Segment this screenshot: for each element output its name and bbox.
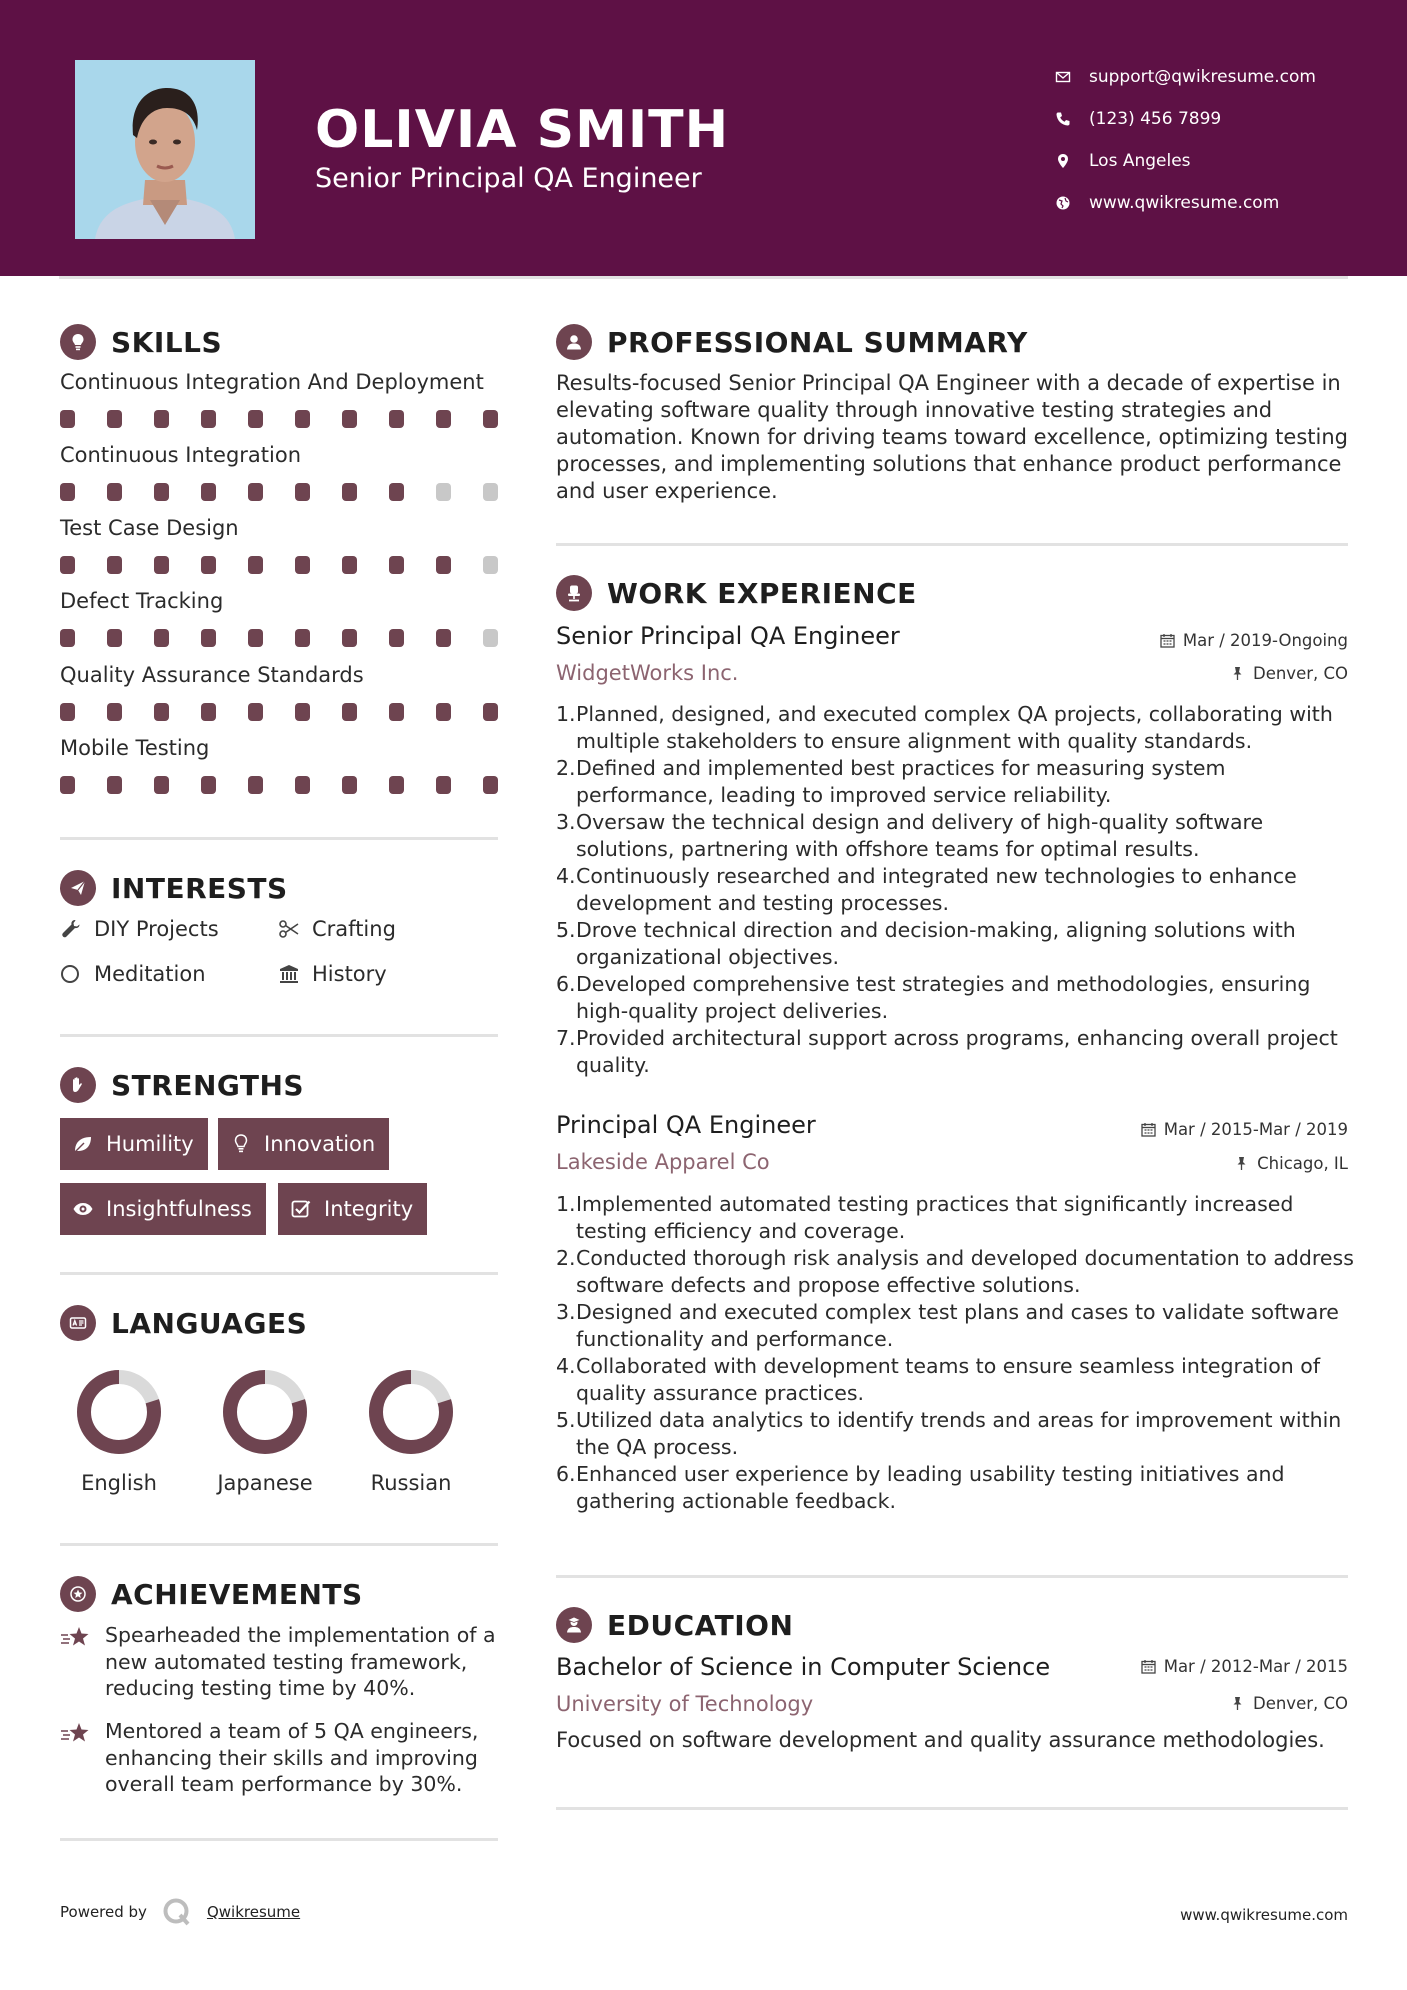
language-donut [220,1367,310,1457]
skill-dot [342,703,357,721]
skill-dot [107,483,122,501]
skill-dot [154,703,169,721]
candidate-name: OLIVIA SMITH [315,100,730,160]
section-divider [60,837,498,840]
job-bullets [556,1191,1356,1515]
skill-dot [248,556,263,574]
interest-label: DIY Projects [94,917,219,941]
job-bullets [556,701,1356,1079]
footer-powered-by [60,1896,300,1928]
user-icon [556,324,592,360]
skill-rating [60,556,498,574]
skill-dot [248,629,263,647]
interest-item [60,962,206,986]
skill-dot [60,629,75,647]
skill-rating [60,703,498,721]
skill-dot [295,703,310,721]
pushpin-icon [1230,1696,1245,1711]
achievement-text: Spearheaded the implementation of a new automated testing framework, reducing testing time by 40%. [105,1623,496,1700]
footer-url[interactable]: www.qwikresume.com [1180,1906,1348,1924]
languages-title: LANGUAGES [111,1306,308,1340]
eye-icon [72,1198,106,1220]
skills-title: SKILLS [111,325,223,359]
experience-title: WORK EXPERIENCE [607,576,917,610]
skill-dot [248,776,263,794]
skill-dot [295,410,310,428]
strength-tag [218,1118,389,1170]
leaf-icon [72,1133,106,1155]
skill-name: Continuous Integration And Deployment [60,370,484,394]
skill-item [60,370,500,428]
skill-name: Mobile Testing [60,736,210,760]
skill-name: Quality Assurance Standards [60,663,364,687]
experience-heading [556,575,917,611]
skill-item [60,736,500,794]
skill-dot [248,483,263,501]
contact-website-text: www.qwikresume.com [1089,193,1280,213]
skill-dot [201,776,216,794]
skill-dot [342,556,357,574]
skill-dot [107,629,122,647]
skill-dot [60,776,75,794]
skill-dot [154,483,169,501]
skill-item [60,516,500,574]
section-divider [556,1575,1348,1578]
skill-dot [295,776,310,794]
skill-item [60,443,500,501]
interest-item [60,917,219,941]
profile-photo [75,60,255,239]
skill-dot [60,703,75,721]
education-description: Focused on software development and quality assurance methodologies. [556,1728,1325,1752]
shooting-star-icon [60,1718,105,1798]
skill-dot [107,703,122,721]
interest-item [278,962,387,986]
contact-email-text: support@qwikresume.com [1089,67,1316,87]
skill-dot [483,703,498,721]
skill-dot [436,556,451,574]
achievements-title: ACHIEVEMENTS [111,1577,363,1611]
job-location [1230,664,1348,683]
skill-dot [342,410,357,428]
interests-title: INTERESTS [111,871,288,905]
language-name: Russian [370,1471,452,1495]
skill-dot [483,629,498,647]
skill-rating [60,483,498,501]
achievements-heading [60,1576,363,1612]
skill-dot [342,776,357,794]
interests-heading [60,870,288,906]
skill-dot [483,483,498,501]
paper-plane-icon [60,870,96,906]
skill-dot [389,703,404,721]
section-divider [60,1543,498,1546]
job-bullet: 4. Collaborated with development teams to ensure seamless integration of quality assurance practices. [556,1354,1321,1405]
skill-dot [342,483,357,501]
language-donut [366,1367,456,1457]
achievement-text: Mentored a team of 5 QA engineers, enhancing their skills and improving overall team performance by 30%. [105,1719,479,1796]
job-bullet: 2. Defined and implemented best practices for measuring system performance, leading to improved service reliability. [556,756,1226,807]
skill-dot [436,483,451,501]
skill-name: Defect Tracking [60,589,224,613]
skill-dot [483,776,498,794]
skill-dot [389,556,404,574]
skill-rating [60,776,498,794]
interest-label: Crafting [312,917,396,941]
section-divider [60,1272,498,1275]
skill-dot [201,483,216,501]
powered-by-label: Powered by [60,1903,147,1921]
skill-dot [248,410,263,428]
language-card-icon [60,1305,96,1341]
skill-dot [342,629,357,647]
lightbulb-icon [60,324,96,360]
degree-title: Bachelor of Science in Computer Science [556,1653,1051,1681]
company-name: Lakeside Apparel Co [556,1150,770,1174]
job-bullet: 6. Developed comprehensive test strategies and methodologies, ensuring high-quality project deliveries. [556,972,1311,1023]
circle-icon [60,963,94,985]
job-dates-text: Mar / 2019-Ongoing [1182,631,1348,650]
skill-dot [60,410,75,428]
map-marker-icon [1055,153,1089,169]
skill-dot [389,776,404,794]
strength-label: Humility [106,1132,194,1156]
job-title: Principal QA Engineer [556,1111,816,1139]
education-heading [556,1607,793,1643]
strength-tag [278,1183,427,1235]
language-item [351,1367,471,1495]
skill-dot [436,410,451,428]
skill-dot [60,556,75,574]
language-name: Japanese [217,1471,313,1495]
star-badge-icon [60,1576,96,1612]
strength-tag [60,1183,266,1235]
skill-dot [295,556,310,574]
job-location-text: Denver, CO [1252,664,1348,683]
section-divider [60,1838,498,1841]
job-title: Senior Principal QA Engineer [556,622,900,650]
job-dates-text: Mar / 2015-Mar / 2019 [1163,1120,1348,1139]
language-item [59,1367,179,1495]
job-dates [1141,1120,1348,1139]
strength-label: Insightfulness [106,1197,252,1221]
graduate-icon [556,1607,592,1643]
contact-phone[interactable] [1055,98,1385,140]
job-bullet: 3. Designed and executed complex test plans and cases to validate software functionality and performance. [556,1300,1339,1351]
skill-dot [154,556,169,574]
interest-item [278,917,396,941]
bank-icon [278,963,312,985]
lightbulb-icon [230,1133,264,1155]
strength-label: Integrity [324,1197,414,1221]
shooting-star-icon [60,1622,105,1702]
achievement-item [60,1718,500,1798]
job-bullet: 2. Conducted thorough risk analysis and developed documentation to address software defects and propose effective solutions. [556,1246,1354,1297]
education-title: EDUCATION [607,1608,794,1642]
skill-dot [107,556,122,574]
strengths-title: STRENGTHS [111,1068,305,1102]
contact-email[interactable] [1055,56,1385,98]
scissors-icon [278,918,312,940]
skill-name: Continuous Integration [60,443,301,467]
check-square-icon [290,1198,324,1220]
skill-dot [483,556,498,574]
skill-dot [201,410,216,428]
phone-icon [1055,111,1089,127]
calendar-icon [1160,633,1175,648]
job-bullet: 1. Planned, designed, and executed complex QA projects, collaborating with multiple stakeholders to ensure alignment with quality standards. [556,702,1333,753]
skill-dot [483,410,498,428]
skill-dot [436,776,451,794]
contact-location-text: Los Angeles [1089,151,1191,171]
strengths-heading [60,1067,304,1103]
language-donut [74,1367,164,1457]
skill-dot [154,629,169,647]
skill-dot [295,629,310,647]
section-divider [60,1034,498,1037]
interest-label: Meditation [94,962,206,986]
job-bullet: 3. Oversaw the technical design and delivery of high-quality software solutions, partnering with offshore teams for optimal results. [556,810,1264,861]
skill-dot [201,556,216,574]
pushpin-icon [1230,666,1245,681]
skill-dot [154,410,169,428]
candidate-role: Senior Principal QA Engineer [315,163,702,194]
skill-item [60,589,500,647]
skill-dot [154,776,169,794]
skill-dot [60,483,75,501]
contact-phone-text: (123) 456 7899 [1089,109,1222,129]
brand-link[interactable]: Qwikresume [206,1903,301,1921]
skill-dot [389,410,404,428]
summary-text: Results-focused Senior Principal QA Engineer with a decade of expertise in elevating software quality through innovative testing strategies and automation. Known for driving teams toward excellence, optimizing testing processes, and implementing solutions that enhance product performance and user experience. [556,371,1348,503]
hand-icon [60,1067,96,1103]
pushpin-icon [1234,1156,1249,1171]
language-name: English [81,1471,157,1495]
strength-label: Innovation [264,1132,376,1156]
skill-name: Test Case Design [60,516,239,540]
job-bullet: 7. Provided architectural support across programs, enhancing overall project quality. [556,1026,1338,1077]
job-bullet: 4. Continuously researched and integrated new technologies to enhance development and testing processes. [556,864,1297,915]
education-dates-text: Mar / 2012-Mar / 2015 [1163,1657,1348,1676]
header-divider [59,276,1348,279]
skill-dot [201,629,216,647]
resume-header [0,0,1407,276]
job-bullet: 6. Enhanced user experience by leading usability testing initiatives and gathering actionable feedback. [556,1462,1285,1513]
skill-dot [107,410,122,428]
skill-dot [248,703,263,721]
education-location-text: Denver, CO [1252,1694,1348,1713]
contact-website[interactable] [1055,182,1385,224]
skill-item [60,663,500,721]
interest-label: History [312,962,387,986]
skill-dot [295,483,310,501]
office-chair-icon [556,575,592,611]
skill-dot [107,776,122,794]
company-name: WidgetWorks Inc. [556,661,739,685]
job-location [1234,1154,1348,1173]
calendar-icon [1141,1659,1156,1674]
summary-heading [556,324,1028,360]
skill-rating [60,410,498,428]
contact-location [1055,140,1385,182]
languages-heading [60,1305,307,1341]
skill-rating [60,629,498,647]
contact-list [1055,56,1385,224]
education-location [1230,1694,1348,1713]
envelope-icon [1055,69,1089,85]
skills-heading [60,324,222,360]
skill-dot [389,483,404,501]
section-divider [556,543,1348,546]
section-divider [556,1807,1348,1810]
strength-tag [60,1118,208,1170]
calendar-icon [1141,1122,1156,1137]
skill-dot [436,703,451,721]
skill-dot [436,629,451,647]
job-bullet: 5. Drove technical direction and decision-making, aligning solutions with organizational objectives. [556,918,1296,969]
summary-title: PROFESSIONAL SUMMARY [607,325,1028,359]
skill-dot [201,703,216,721]
school-name: University of Technology [556,1692,814,1716]
portrait-image [75,60,255,239]
globe-icon [1055,195,1089,211]
qwikresume-logo-icon [161,1896,193,1928]
job-dates [1160,631,1348,650]
job-location-text: Chicago, IL [1257,1154,1348,1173]
job-bullet: 1. Implemented automated testing practices that significantly increased testing efficiency and coverage. [556,1192,1294,1243]
achievement-item [60,1622,500,1702]
wrench-icon [60,918,94,940]
language-item [205,1367,325,1495]
skill-dot [389,629,404,647]
education-dates [1141,1657,1348,1676]
job-bullet: 5. Utilized data analytics to identify trends and areas for improvement within the QA process. [556,1408,1342,1459]
